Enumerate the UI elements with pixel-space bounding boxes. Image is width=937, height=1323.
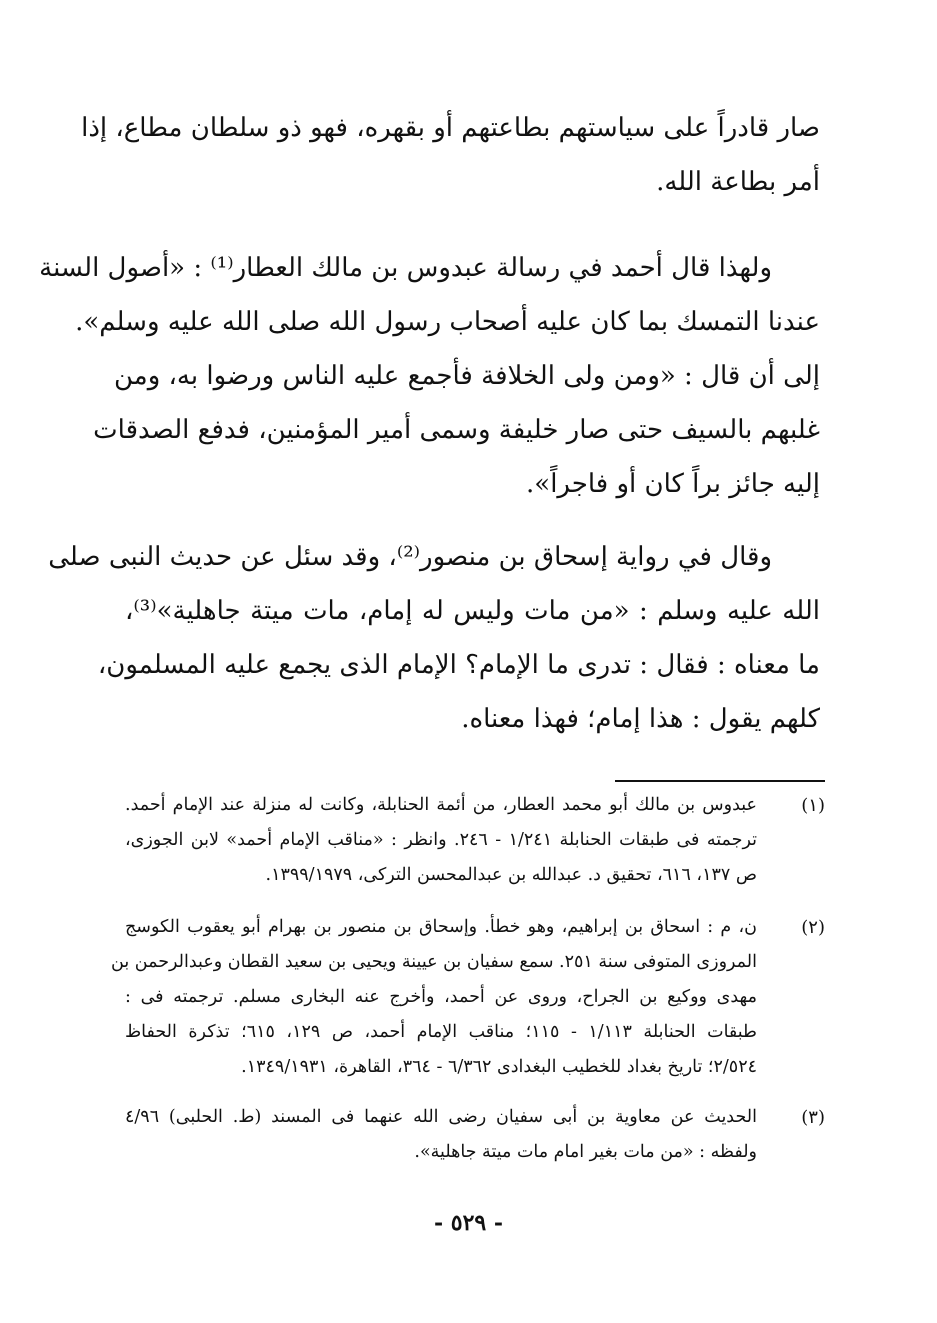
footnote-line: ص ١٣٧، ٦١٦، تحقيق د. عبدالله بن عبدالمحسن التركى، ١٣٩٩/١٩٧٩.: [265, 865, 757, 885]
paragraph-line: غلبهم بالسيف حتى صار خليفة وسمى أمير المؤمنين، فدفع الصدقات: [93, 415, 820, 445]
footnote-body: [125, 1100, 757, 1170]
paragraph-line: أمر بطاعة الله.: [656, 167, 820, 197]
footnote-body: [111, 910, 757, 1085]
paragraph-line: إلى أن قال : «ومن ولى الخلافة فأجمع عليه الناس ورضوا به، ومن: [114, 361, 820, 391]
footnote-line: ترجمته فى طبقات الحنابلة ١/٢٤١ - ٢٤٦. وانظر : «مناقب الإمام أحمد» لابن الجوزى،: [125, 830, 757, 850]
paragraph-3: [48, 530, 820, 746]
paragraph-line: كلهم يقول : هذا إمام؛ فهذا معناه.: [461, 704, 820, 734]
paragraph-line: صار قادراً على سياستهم بطاعتهم أو بقهره، فهو ذو سلطان مطاع، إذا: [81, 113, 820, 143]
footnote-line: ولفظه : «من مات بغير امام مات ميتة جاهلية».: [414, 1142, 757, 1162]
paragraph-2: [39, 241, 820, 511]
footnote-line: ن، م : اسحاق بن إبراهيم، وهو خطأ. وإسحاق بن منصور بن بهرام أبو يعقوب الكوسج: [125, 917, 757, 937]
paragraph-1: [81, 101, 820, 209]
footnote-line: طبقات الحنابلة ١/١١٣ - ١١٥؛ مناقب الإمام أحمد، ص ١٢٩، ٦١٥؛ تذكرة الحفاظ: [125, 1022, 757, 1042]
paragraph-line: وقال في رواية إسحاق بن منصور⁽²⁾، وقد سئل عن حديث النبى صلى: [48, 542, 772, 572]
footnote-line: ٢/٥٢٤؛ تاريخ بغداد للخطيب البغدادى ٦/٣٦٢ - ٣٦٤، القاهرة، ١٣٤٩/١٩٣١.: [241, 1057, 757, 1077]
footnote-number: (١): [801, 795, 825, 816]
footnote-line: عبدوس بن مالك أبو محمد العطار، من أئمة الحنابلة، وكانت له منزلة عند الإمام أحمد.: [125, 795, 757, 815]
paragraph-line: ولهذا قال أحمد في رسالة عبدوس بن مالك العطار⁽¹⁾ : «أصول السنة: [39, 253, 772, 283]
footnote-3: [125, 1100, 825, 1170]
footnote-1: [125, 788, 825, 893]
page-number: - ٥٢٩ -: [433, 1210, 504, 1236]
footnote-line: المروزى المتوفى سنة ٢٥١. سمع سفيان بن عيينة ويحيى بن سعيد القطان وعبدالرحمن بن: [111, 952, 757, 972]
paragraph-line: إليه جائز براً كان أو فاجراً».: [526, 469, 820, 499]
footnote-line: الحديث عن معاوية بن أبى سفيان رضى الله عنهما فى المسند (ط. الحلبى) ٤/٩٦: [125, 1107, 757, 1127]
paragraph-line: ما معناه : فقال : تدرى ما الإمام؟ الإمام الذى يجمع عليه المسلمون،: [97, 650, 820, 680]
footnote-separator: [615, 780, 825, 782]
footnote-number: (٢): [801, 917, 825, 938]
footnote-2: [111, 910, 825, 1085]
footnote-line: مهدى ووكيع بن الجراح، وروى عن أحمد، وأخرج عنه البخارى مسلم. ترجمته فى :: [125, 987, 757, 1007]
footnote-body: [125, 788, 757, 893]
footnote-number: (٣): [801, 1107, 825, 1128]
paragraph-line: عندنا التمسك بما كان عليه أصحاب رسول الله صلى الله عليه وسلم».: [75, 307, 820, 337]
paragraph-line: الله عليه وسلم : «من مات وليس له إمام، مات ميتة جاهلية»⁽³⁾،: [125, 596, 820, 626]
